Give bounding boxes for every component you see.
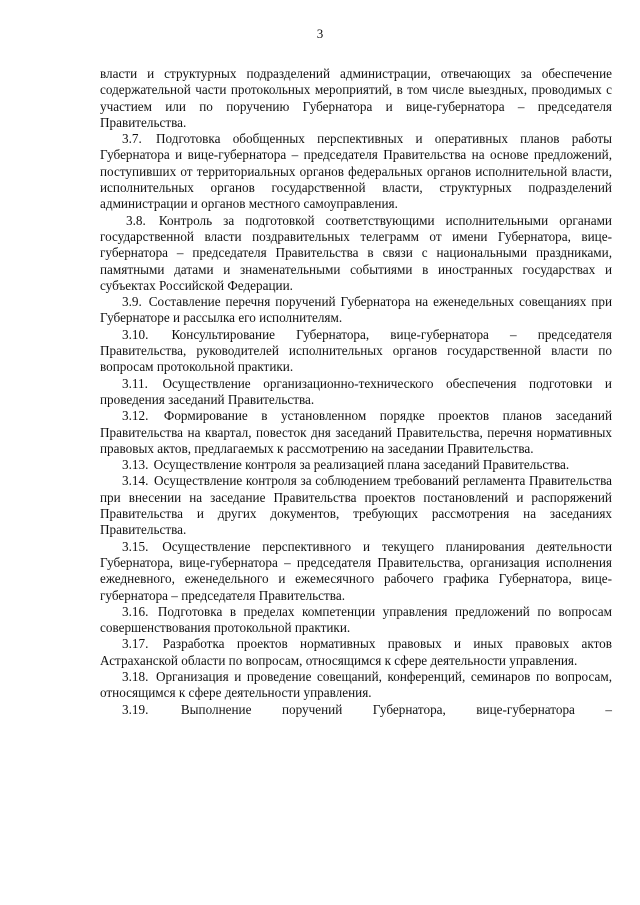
paragraph-text: Выполнение поручений Губернатора, вице-губернатора – xyxy=(180,701,612,717)
paragraph-number: 3.14. xyxy=(122,473,149,489)
paragraph-3-16 xyxy=(100,604,612,637)
paragraph-number: 3.19. xyxy=(122,701,149,717)
paragraph-text: Осуществление контроля за реализацией плана заседаний Правительства. xyxy=(153,457,570,473)
paragraph-3-14 xyxy=(100,473,612,538)
paragraph-text: власти и структурных подразделений администрации, отвечающих за обеспечение содержательной части протокольных мероприятий, в том числе выездных, проводимых с участием или по поручению Губернатора и вице-губернатора – председателя Правительства. xyxy=(100,66,612,130)
paragraph-number: 3.18. xyxy=(122,668,149,684)
paragraph-number: 3.11. xyxy=(122,375,148,391)
paragraph-text: Подготовка обобщенных перспективных и оперативных планов работы Губернатора и вице-губернатора – председателя Правительства на основе предложений, поступивших от территориальных органов федеральных органов исполнительной власти, исполнительных органов государственной власти, структурных подразделений администрации и органов местного самоуправления. xyxy=(100,131,612,212)
paragraph-text: Формирование в установленном порядке проектов планов заседаний Правительства на квартал, повесток дня заседаний Правительства, перечня нормативных правовых актов, предлагаемых к рассмотрению на заседании Правительства. xyxy=(100,408,613,456)
paragraph-continuation xyxy=(100,66,612,131)
paragraph-3-11 xyxy=(100,376,612,409)
paragraph-number: 3.8. xyxy=(126,212,146,228)
paragraph-3-12 xyxy=(100,408,612,457)
paragraph-text: Организация и проведение совещаний, конференций, семинаров по вопросам, относящимся к сфере деятельности управления. xyxy=(100,668,612,701)
paragraph-number: 3.7. xyxy=(122,131,142,147)
paragraph-3-19 xyxy=(100,702,612,718)
document-body xyxy=(100,66,612,718)
paragraph-3-13 xyxy=(100,457,612,473)
paragraph-number: 3.17. xyxy=(122,636,149,652)
paragraph-3-18 xyxy=(100,669,612,702)
paragraph-3-8 xyxy=(100,213,612,294)
paragraph-text: Контроль за подготовкой соответствующими исполнительными органами государственной власти поздравительных телеграмм от имени Губернатора, вице-губернатора – председателя Правительства в связи с национальными праздниками, памятными датами и знаменательными событиями в иностранных государствах и субъектах Российской Федерации. xyxy=(100,212,612,293)
paragraph-number: 3.15. xyxy=(122,538,149,554)
paragraph-text: Подготовка в пределах компетенции управления предложений по вопросам совершенствования протокольной практики. xyxy=(100,603,612,636)
paragraph-text: Осуществление организационно-технического обеспечения подготовки и проведения заседаний Правительства. xyxy=(100,375,612,407)
paragraph-text: Консультирование Губернатора, вице-губернатора – председателя Правительства, руководителей исполнительных органов государственной власти по вопросам протокольной практики. xyxy=(100,326,613,375)
paragraph-3-10 xyxy=(100,327,612,376)
paragraph-number: 3.12. xyxy=(122,408,149,424)
paragraph-number: 3.16. xyxy=(122,603,149,619)
paragraph-number: 3.13. xyxy=(122,457,149,473)
paragraph-text: Составление перечня поручений Губернатора на еженедельных совещаниях при Губернаторе и рассылка его исполнителям. xyxy=(100,294,612,326)
paragraph-number: 3.9. xyxy=(122,294,142,310)
paragraph-text: Осуществление перспективного и текущего планирования деятельности Губернатора, вице-губернатора – председателя Правительства, организация исполнения ежедневного, еженедельного и ежемесячного рабочего графика Губернатора, вице-губернатора – председателя Правительства. xyxy=(100,538,613,603)
paragraph-text: Осуществление контроля за соблюдением требований регламента Правительства при внесении на заседание Правительства проектов постановлений и распоряжений Правительства и других документов, требующих рассмотрения на заседаниях Правительства. xyxy=(100,473,613,538)
paragraph-text: Разработка проектов нормативных правовых и иных правовых актов Астраханской области по вопросам, относящимся к сфере деятельности управления. xyxy=(100,636,612,668)
paragraph-number: 3.10. xyxy=(122,326,149,342)
paragraph-3-15 xyxy=(100,539,612,604)
paragraph-3-9 xyxy=(100,294,612,327)
paragraph-3-7 xyxy=(100,131,612,212)
paragraph-3-17 xyxy=(100,636,612,669)
page-number: 3 xyxy=(316,26,324,41)
